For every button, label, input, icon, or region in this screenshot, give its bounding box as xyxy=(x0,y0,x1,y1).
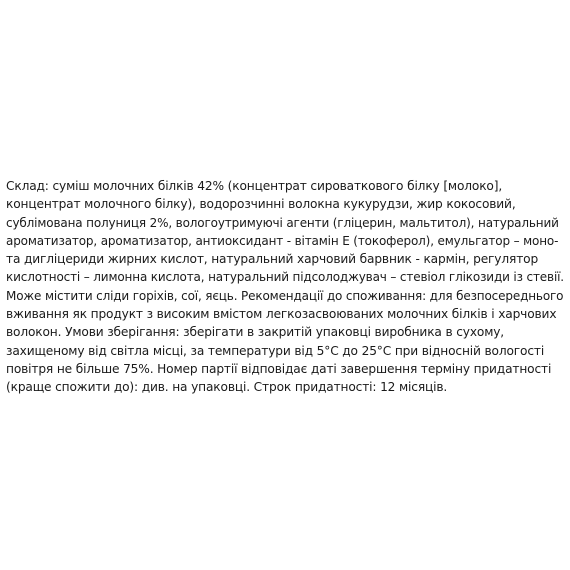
text-line: сублімована полуниця 2%, вологоутримуючі агенти (гліцерин, мальтитол), натуральний xyxy=(6,215,559,230)
text-line: Може містити сліди горіхів, сої, яєць. Рекомендації до споживання: для безпосереднього xyxy=(6,288,564,303)
text-line: кислотності – лимонна кислота, натуральний підсолоджувач – стевіол глікозиди із стевії. xyxy=(6,270,564,285)
text-line: вживання як продукт з високим вмістом легкозасвоюваних молочних білків і харчових xyxy=(6,307,557,322)
text-line: повітря не більше 75%. Номер партії відповідає даті завершення терміну придатності xyxy=(6,361,552,376)
text-line: концентрат молочного білку), водорозчинні волокна кукурудзи, жир кокосовий, xyxy=(6,197,516,212)
text-line: (краще спожити до): див. на упаковці. Строк придатності: 12 місяців. xyxy=(6,380,448,395)
text-line: Склад: суміш молочних білків 42% (концентрат сироваткового білку [молоко], xyxy=(6,179,503,193)
text-line: ароматизатор, ароматизатор, антиоксидант - вітамін Е (токоферол), емульгатор – моно- xyxy=(6,233,559,248)
text-line: волокон. Умови зберігання: зберігати в закритій упаковці виробника в сухому, xyxy=(6,325,505,340)
product-composition-text xyxy=(6,177,564,397)
text-line: захищеному від світла місці, за температури від 5°С до 25°С при відносній вологості xyxy=(6,343,545,358)
text-line: та дигліцериди жирних кислот, натуральний харчовий барвник - кармін, регулятор xyxy=(6,252,539,267)
